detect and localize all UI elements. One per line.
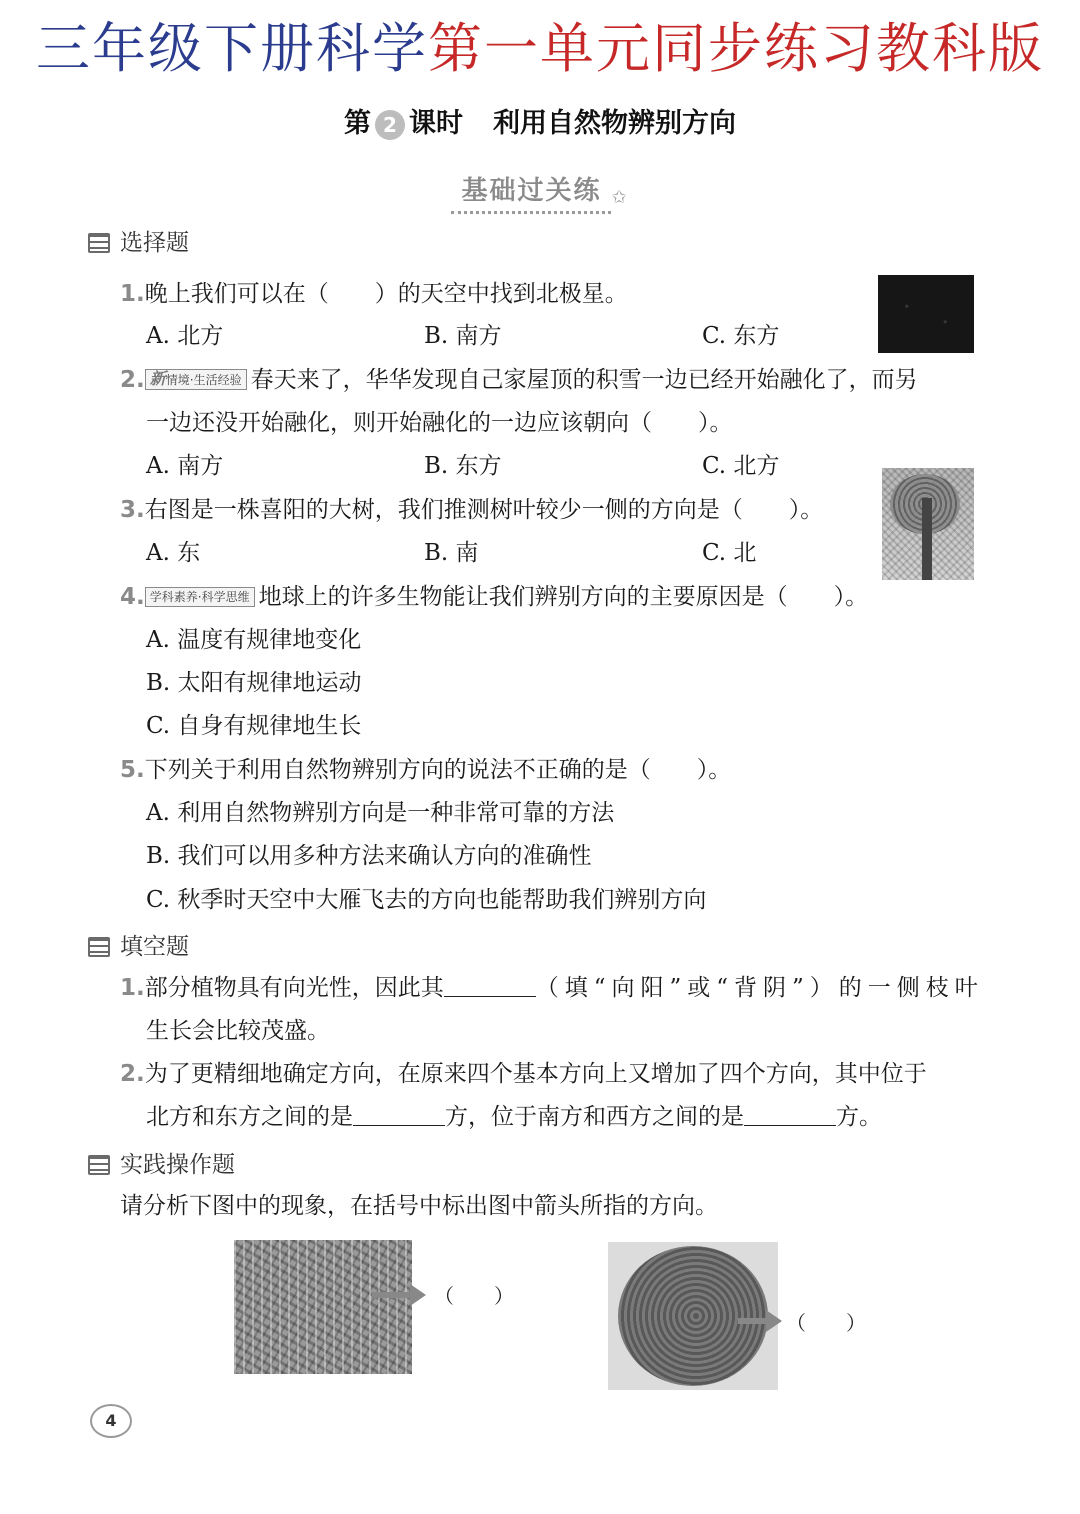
answer-blank[interactable] xyxy=(744,1103,836,1126)
fill-q1-line2: 生长会比较茂盛。 xyxy=(146,1018,330,1044)
choice-q4-option-a: A. 温度有规律地变化 xyxy=(146,627,362,653)
choice-q2-option-c: C. 北方 xyxy=(702,453,780,479)
choice-q4-option-c: C. 自身有规律地生长 xyxy=(146,713,362,739)
choice-q3-option-b: B. 南 xyxy=(424,540,479,566)
choice-q5-option-b: B. 我们可以用多种方法来确认方向的准确性 xyxy=(146,843,592,869)
banner-grade: 三年级下册科学 xyxy=(36,17,428,80)
question-number: 3. xyxy=(120,497,145,523)
lesson-number-badge: 2 xyxy=(375,110,405,140)
choice-q3-option-a: A. 东 xyxy=(146,540,201,566)
question-number: 4. xyxy=(120,584,145,610)
question-text: 地球上的许多生物能让我们辨别方向的主要原因是（ ）。 xyxy=(258,584,869,610)
star-icon: ✩ xyxy=(611,187,629,208)
section-fill-title: 填空题 xyxy=(120,934,189,960)
choice-q4-option-b: B. 太阳有规律地运动 xyxy=(146,670,362,696)
choice-q2 xyxy=(120,364,918,396)
section-practice-title: 实践操作题 xyxy=(120,1152,235,1178)
banner-unit: 第一单元同步练习教科版 xyxy=(428,17,1044,80)
question-text: 部分植物具有向光性，因此其 xyxy=(144,975,444,1001)
fill-q1 xyxy=(120,972,984,1004)
answer-blank[interactable] xyxy=(444,974,536,997)
section-practice-heading xyxy=(88,1150,235,1180)
question-text: 春天来了，华华发现自己家屋顶的积雪一边已经开始融化了，而另 xyxy=(250,367,918,393)
practice-level-title: 基础过关练 xyxy=(451,170,611,214)
section-choice-title: 选择题 xyxy=(120,230,189,256)
tree-bark-image xyxy=(234,1240,412,1374)
section-number-icon xyxy=(88,937,110,957)
lesson-title: 利用自然物辨别方向 xyxy=(493,108,736,139)
section-number-icon xyxy=(88,1155,110,1175)
page-number: 4 xyxy=(90,1404,132,1438)
fill-q2 xyxy=(120,1058,927,1090)
question-text: 晚上我们可以在（ ）的天空中找到北极星。 xyxy=(144,281,628,307)
choice-q1-option-a: A. 北方 xyxy=(146,323,224,349)
literacy-tag: 学科素养·科学思维 xyxy=(145,587,255,607)
tree-trunk xyxy=(922,498,932,580)
answer-paren-1[interactable]: （ ） xyxy=(434,1284,514,1308)
tree-rings xyxy=(618,1246,768,1386)
question-text: 下列关于利用自然物辨别方向的说法不正确的是（ ）。 xyxy=(144,757,732,783)
choice-q3-option-c: C. 北 xyxy=(702,540,757,566)
section-choice-heading xyxy=(88,228,189,258)
choice-q5-option-a: A. 利用自然物辨别方向是一种非常可靠的方法 xyxy=(146,800,615,826)
question-number: 1. xyxy=(120,975,145,1001)
question-text: （填“向阳”或“背阴”）的一侧枝叶 xyxy=(535,975,984,1001)
choice-q4 xyxy=(120,581,868,613)
question-number: 1. xyxy=(120,281,145,307)
arrow-icon xyxy=(372,1292,412,1298)
lesson-heading xyxy=(0,104,1080,144)
document-banner xyxy=(0,14,1080,84)
choice-q2-line2: 一边还没开始融化，则开始融化的一边应该朝向（ ）。 xyxy=(146,410,733,436)
practice-level-banner xyxy=(0,170,1080,214)
question-number: 5. xyxy=(120,757,145,783)
context-tag: 新情境·生活经验 xyxy=(145,369,247,390)
lesson-suffix: 课时 xyxy=(409,108,463,139)
night-sky-image xyxy=(878,275,974,353)
choice-q3 xyxy=(120,494,823,526)
arrow-icon xyxy=(738,1318,768,1324)
question-text: 为了更精细地确定方向，在原来四个基本方向上又增加了四个方向，其中位于 xyxy=(144,1061,927,1087)
choice-q5 xyxy=(120,754,731,786)
choice-q2-option-b: B. 东方 xyxy=(424,453,502,479)
tree-stump-image xyxy=(608,1242,778,1390)
lesson-prefix: 第 xyxy=(344,108,371,139)
question-number: 2. xyxy=(120,367,145,393)
section-number-icon xyxy=(88,233,110,253)
choice-q1-option-c: C. 东方 xyxy=(702,323,780,349)
choice-q1-option-b: B. 南方 xyxy=(424,323,502,349)
question-text: 右图是一株喜阳的大树，我们推测树叶较少一侧的方向是（ ）。 xyxy=(144,497,824,523)
answer-paren-2[interactable]: （ ） xyxy=(786,1311,866,1335)
answer-blank[interactable] xyxy=(353,1103,445,1126)
fill-q2-line2: 北方和东方之间的是 方，位于南方和西方之间的是 方。 xyxy=(146,1104,882,1130)
choice-q5-option-c: C. 秋季时天空中大雁飞去的方向也能帮助我们辨别方向 xyxy=(146,887,707,913)
tree-image xyxy=(882,468,974,580)
section-fill-heading xyxy=(88,932,189,962)
choice-q2-option-a: A. 南方 xyxy=(146,453,224,479)
practice-instruction: 请分析下图中的现象，在括号中标出图中箭头所指的方向。 xyxy=(120,1193,718,1219)
choice-q1 xyxy=(120,278,628,310)
question-number: 2. xyxy=(120,1061,145,1087)
